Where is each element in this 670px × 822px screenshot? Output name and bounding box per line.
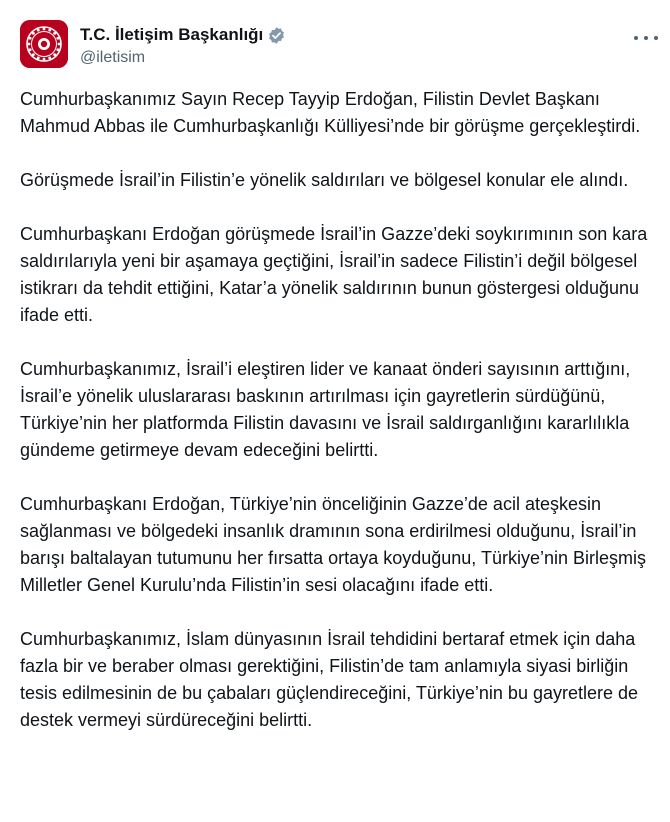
tweet-paragraph: Cumhurbaşkanı Erdoğan görüşmede İsrail’in Gazze’deki soykırımının son kara saldırılarıyla yeni bir aşamaya geçtiğini, İsrail’in sadece Filistin’i değil bölgesel istikrarı da tehdit ettiğini, Katar’a yönelik saldırının bunun göstergesi olduğunu ifade etti. — [20, 224, 648, 325]
dot — [654, 36, 658, 40]
tweet-header — [20, 20, 658, 70]
seal-star — [28, 43, 31, 46]
seal-star — [29, 37, 32, 40]
dot — [634, 36, 638, 40]
seal-star — [56, 37, 59, 40]
seal-star — [32, 53, 35, 56]
seal-star — [53, 32, 56, 35]
seal-star — [29, 48, 32, 51]
tweet-paragraph: Cumhurbaşkanımız Sayın Recep Tayyip Erdoğan, Filistin Devlet Başkanı Mahmud Abbas ile Cumhurbaşkanlığı Külliyesi’nde bir görüşme gerçekleştirdi. — [20, 89, 641, 136]
seal-star — [37, 29, 40, 32]
avatar[interactable] — [20, 20, 68, 68]
display-name-row — [80, 24, 286, 46]
seal-star — [43, 58, 46, 61]
tweet-paragraph: Görüşmede İsrail’in Filistin’e yönelik saldırıları ve bölgesel konular ele alındı. — [20, 170, 629, 190]
seal-star — [58, 43, 61, 46]
dot — [644, 36, 648, 40]
verified-badge-icon — [267, 26, 286, 45]
tweet-text — [20, 86, 660, 761]
tweet-paragraph: Cumhurbaşkanı Erdoğan, Türkiye’nin önceliğinin Gazze’de acil ateşkesin sağlanması ve bölgedeki insanlık dramının sona erdirilmesi olduğunu, İsrail’in barışı baltalayan tutumunu her fırsatta ortaya koyduğunu, Türkiye’nin Birleşmiş Milletler Genel Kurulu’nda Filistin’in sesi olacağını ifade etti. — [20, 494, 646, 595]
seal-star — [56, 48, 59, 51]
seal-star — [37, 56, 40, 59]
account-handle[interactable]: @iletisim — [80, 49, 146, 66]
display-name[interactable]: T.C. İletişim Başkanlığı — [80, 25, 264, 44]
tweet-paragraph: Cumhurbaşkanımız, İslam dünyasının İsrail tehdidini bertaraf etmek için daha fazla bir ve beraber olması gerektiğini, Filistin’de tam anlamıyla siyasi birliğin tesis edilmesinin de bu çabaları güçlendireceğini, Türkiye’nin bu gayretlere de destek vermeyi sürdüreceğini belirtti. — [20, 629, 639, 730]
seal-star — [32, 32, 35, 35]
more-options-icon[interactable] — [634, 28, 658, 48]
seal-star — [53, 53, 56, 56]
seal-star — [43, 28, 46, 31]
presidential-seal-icon — [20, 20, 68, 68]
tweet-paragraph: Cumhurbaşkanımız, İsrail’i eleştiren lider ve kanaat önderi sayısının arttığını, İsrail’e yönelik uluslararası baskının artırılması için gayretlerin sürdüğünü, Türkiye’nin her platformda Filistin davasını ve İsrail saldırganlığını kararlılıkla gündeme getirmeye devam edeceğini belirtti. — [20, 359, 631, 460]
account-names — [80, 24, 286, 67]
seal-star — [48, 29, 51, 32]
seal-star — [48, 56, 51, 59]
